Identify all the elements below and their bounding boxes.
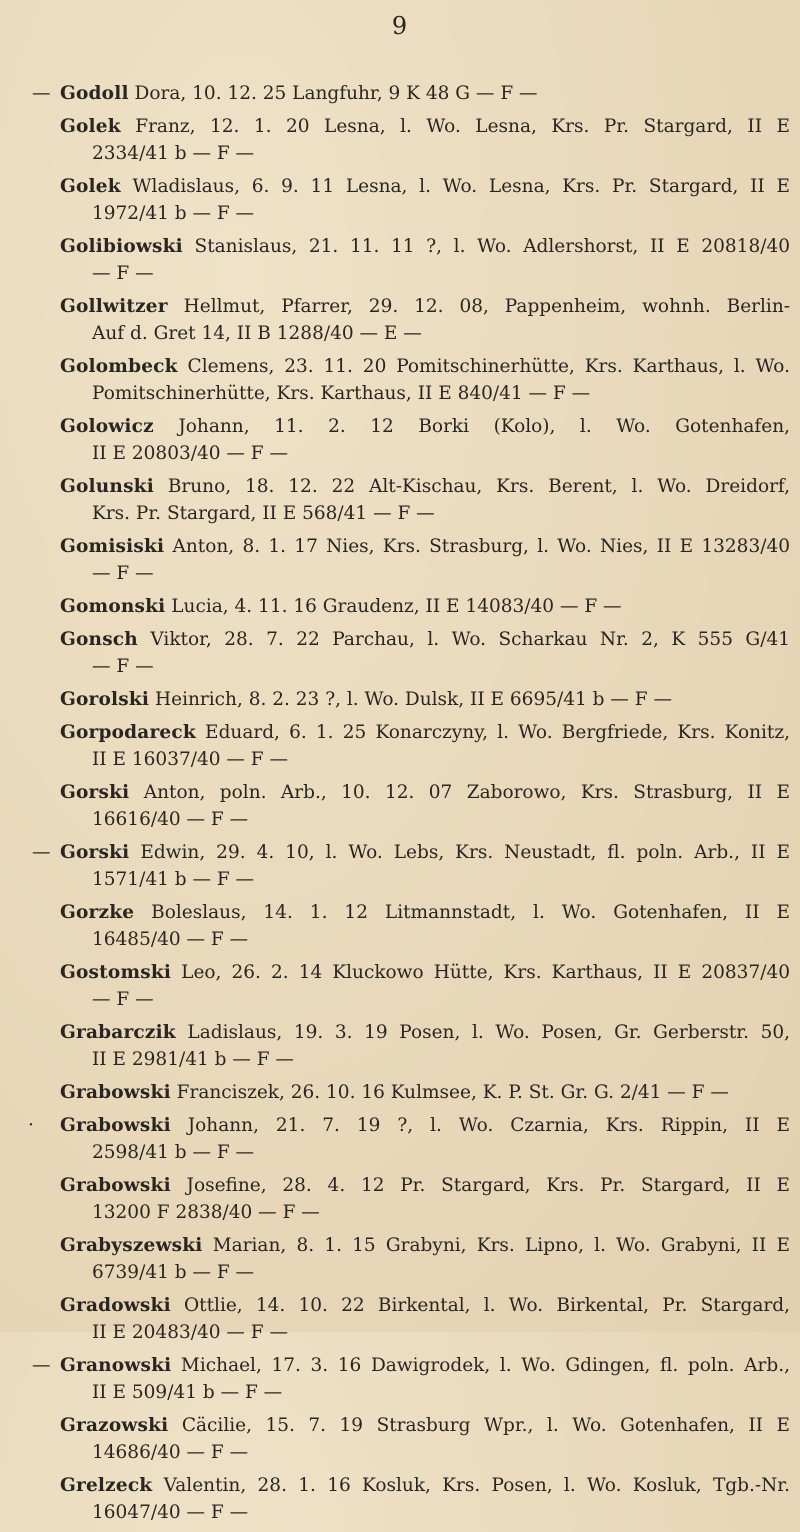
- entry-continuation-line: — F —: [92, 263, 154, 284]
- entry-surname: Golek: [60, 116, 121, 137]
- entry-surname: Gostomski: [60, 962, 172, 983]
- entry-surname: Gorski: [60, 842, 130, 863]
- register-entry: [0, 1292, 800, 1352]
- entry-continuation-line: 2598/41 b — F —: [92, 1142, 255, 1163]
- margin-mark: —: [32, 1355, 51, 1376]
- entry-first-line: [0, 1112, 790, 1139]
- entry-first-line: [0, 533, 790, 560]
- register-entry: [0, 293, 800, 353]
- entry-details: Dora, 10. 12. 25 Langfuhr, 9 K 48 G — F —: [128, 83, 538, 104]
- entry-surname: Golowicz: [60, 416, 154, 437]
- entry-first-line: [0, 1079, 790, 1106]
- entry-continuation-line: 1972/41 b — F —: [92, 203, 255, 224]
- entry-first-line: [0, 353, 790, 380]
- entry-continuation-line: 2334/41 b — F —: [92, 143, 255, 164]
- entry-first-line: [0, 473, 790, 500]
- register-entry: [0, 719, 800, 779]
- entry-details: Lucia, 4. 11. 16 Graudenz, II E 14083/40 — F —: [165, 596, 622, 617]
- entry-continuation-line: 1571/41 b — F —: [92, 869, 255, 890]
- entry-details: Ladislaus, 19. 3. 19 Posen, l. Wo. Posen, Gr. Gerberstr. 50,: [175, 1022, 790, 1043]
- register-entry: [0, 1172, 800, 1232]
- entry-continuation-line: II E 20803/40 — F —: [92, 443, 288, 464]
- entry-details: Edwin, 29. 4. 10, l. Wo. Lebs, Krs. Neustadt, fl. poln. Arb., II E: [129, 842, 790, 863]
- register-entry: [0, 80, 800, 113]
- entry-surname: Gomisiski: [60, 536, 165, 557]
- entry-continuation-line: Pomitschinerhütte, Krs. Karthaus, II E 840/41 — F —: [92, 383, 591, 404]
- register-entry: [0, 899, 800, 959]
- register-entry: [0, 473, 800, 533]
- entry-first-line: [0, 1232, 790, 1259]
- entry-surname: Godoll: [60, 83, 129, 104]
- entry-first-line: [0, 80, 790, 107]
- entry-surname: Grabyszewski: [60, 1235, 203, 1256]
- register-entry: [0, 1352, 800, 1412]
- entry-first-line: [0, 839, 790, 866]
- entry-details: Anton, poln. Arb., 10. 12. 07 Zaborowo, Krs. Strasburg, II E: [129, 782, 790, 803]
- entry-details: Leo, 26. 2. 14 Kluckowo Hütte, Krs. Karthaus, II E 20837/40: [171, 962, 790, 983]
- entry-first-line: [0, 779, 790, 806]
- entry-details: Clemens, 23. 11. 20 Pomitschinerhütte, Krs. Karthaus, l. Wo.: [177, 356, 790, 377]
- entry-details: Wladislaus, 6. 9. 11 Lesna, l. Wo. Lesna, Krs. Pr. Stargard, II E: [120, 176, 790, 197]
- entry-first-line: [0, 1019, 790, 1046]
- entry-surname: Gonsch: [60, 629, 138, 650]
- entry-details: Bruno, 18. 12. 22 Alt-Kischau, Krs. Berent, l. Wo. Dreidorf,: [153, 476, 790, 497]
- entry-surname: Gorzke: [60, 902, 135, 923]
- margin-mark: ·: [28, 1115, 34, 1136]
- entry-continuation-line: II E 2981/41 b — F —: [92, 1049, 294, 1070]
- register-entry: [0, 113, 800, 173]
- entry-details: Hellmut, Pfarrer, 29. 12. 08, Pappenheim, wohnh. Berlin-: [167, 296, 790, 317]
- entry-surname: Gorpodareck: [60, 722, 196, 743]
- entry-surname: Grazowski: [60, 1415, 169, 1436]
- register-entry: [0, 1079, 800, 1112]
- entry-continuation-line: — F —: [92, 989, 154, 1010]
- register-entry: [0, 1019, 800, 1079]
- entry-details: Anton, 8. 1. 17 Nies, Krs. Strasburg, l. Wo. Nies, II E 13283/40: [164, 536, 790, 557]
- entry-surname: Golombeck: [60, 356, 178, 377]
- entry-surname: Granowski: [60, 1355, 172, 1376]
- entry-first-line: [0, 899, 790, 926]
- register-entry: [0, 233, 800, 293]
- page-number: 9: [391, 12, 409, 40]
- entry-first-line: [0, 1352, 790, 1379]
- entry-details: Ottlie, 14. 10. 22 Birkental, l. Wo. Birkental, Pr. Stargard,: [170, 1295, 790, 1316]
- entry-surname: Gollwitzer: [60, 296, 168, 317]
- entry-details: Eduard, 6. 1. 25 Konarczyny, l. Wo. Bergfriede, Krs. Konitz,: [195, 722, 790, 743]
- entry-continuation-line: II E 20483/40 — F —: [92, 1322, 288, 1343]
- entry-first-line: [0, 113, 790, 140]
- entry-continuation-line: 16485/40 — F —: [92, 929, 249, 950]
- entry-continuation-line: 16047/40 — F —: [92, 1502, 249, 1523]
- entry-details: Franz, 12. 1. 20 Lesna, l. Wo. Lesna, Krs. Pr. Stargard, II E: [120, 116, 790, 137]
- entry-continuation-line: 16616/40 — F —: [92, 809, 249, 830]
- entry-surname: Gorski: [60, 782, 130, 803]
- entry-continuation-line: Auf d. Gret 14, II B 1288/40 — E —: [92, 323, 422, 344]
- entry-first-line: [0, 686, 790, 713]
- entry-first-line: [0, 593, 790, 620]
- entry-continuation-line: Krs. Pr. Stargard, II E 568/41 — F —: [92, 503, 435, 524]
- register-entry: [0, 353, 800, 413]
- entry-details: Johann, 11. 2. 12 Borki (Kolo), l. Wo. Gotenhafen,: [153, 416, 790, 437]
- register-entry: [0, 839, 800, 899]
- entry-details: Boleslaus, 14. 1. 12 Litmannstadt, l. Wo. Gotenhafen, II E: [134, 902, 790, 923]
- register-entry: [0, 533, 800, 593]
- entry-continuation-line: 14686/40 — F —: [92, 1442, 249, 1463]
- entry-details: Marian, 8. 1. 15 Grabyni, Krs. Lipno, l. Wo. Grabyni, II E: [202, 1235, 790, 1256]
- entry-first-line: [0, 413, 790, 440]
- entry-details: Heinrich, 8. 2. 23 ?, l. Wo. Dulsk, II E 6695/41 b — F —: [149, 689, 672, 710]
- entry-first-line: [0, 1472, 790, 1499]
- entry-first-line: [0, 1172, 790, 1199]
- register-entry: [0, 959, 800, 1019]
- entry-surname: Grabowski: [60, 1175, 171, 1196]
- register-entry: [0, 413, 800, 473]
- entry-first-line: [0, 173, 790, 200]
- entry-first-line: [0, 233, 790, 260]
- entry-first-line: [0, 626, 790, 653]
- entry-details: Valentin, 28. 1. 16 Kosluk, Krs. Posen, l. Wo. Kosluk, Tgb.-Nr.: [152, 1475, 790, 1496]
- entry-details: Stanislaus, 21. 11. 11 ?, l. Wo. Adlershorst, II E 20818/40: [182, 236, 790, 257]
- register-entry: [0, 593, 800, 626]
- register-entry: [0, 626, 800, 686]
- entry-surname: Gradowski: [60, 1295, 171, 1316]
- entry-first-line: [0, 293, 790, 320]
- entry-surname: Grabowski: [60, 1082, 171, 1103]
- entry-surname: Golunski: [60, 476, 154, 497]
- register-entry: [0, 1232, 800, 1292]
- entry-surname: Golek: [60, 176, 121, 197]
- entry-first-line: [0, 1412, 790, 1439]
- entry-first-line: [0, 719, 790, 746]
- entry-continuation-line: II E 509/41 b — F —: [92, 1382, 283, 1403]
- entry-surname: Grelzeck: [60, 1475, 153, 1496]
- entry-continuation-line: 6739/41 b — F —: [92, 1262, 255, 1283]
- register-entry: [0, 1112, 800, 1172]
- entry-details: Josefine, 28. 4. 12 Pr. Stargard, Krs. Pr. Stargard, II E: [170, 1175, 790, 1196]
- entry-details: Johann, 21. 7. 19 ?, l. Wo. Czarnia, Krs. Rippin, II E: [170, 1115, 790, 1136]
- entry-continuation-line: — F —: [92, 656, 154, 677]
- entry-continuation-line: 13200 F 2838/40 — F —: [92, 1202, 320, 1223]
- entry-list: [0, 80, 800, 1532]
- entry-surname: Grabarczik: [60, 1022, 176, 1043]
- register-entry: [0, 173, 800, 233]
- register-entry: [0, 779, 800, 839]
- entry-details: Michael, 17. 3. 16 Dawigrodek, l. Wo. Gdingen, fl. poln. Arb.,: [171, 1355, 790, 1376]
- entry-details: Franciszek, 26. 10. 16 Kulmsee, K. P. St. Gr. G. 2/41 — F —: [170, 1082, 729, 1103]
- entry-continuation-line: II E 16037/40 — F —: [92, 749, 288, 770]
- entry-surname: Grabowski: [60, 1115, 171, 1136]
- register-entry: [0, 686, 800, 719]
- entry-first-line: [0, 1292, 790, 1319]
- register-entry: [0, 1472, 800, 1532]
- entry-details: Cäcilie, 15. 7. 19 Strasburg Wpr., l. Wo. Gotenhafen, II E: [168, 1415, 790, 1436]
- entry-surname: Golibiowski: [60, 236, 183, 257]
- margin-mark: —: [32, 83, 51, 104]
- entry-surname: Gorolski: [60, 689, 150, 710]
- margin-mark: —: [32, 842, 51, 863]
- register-entry: [0, 1412, 800, 1472]
- entry-first-line: [0, 959, 790, 986]
- entry-surname: Gomonski: [60, 596, 166, 617]
- entry-continuation-line: — F —: [92, 563, 154, 584]
- entry-details: Viktor, 28. 7. 22 Parchau, l. Wo. Scharkau Nr. 2, K 555 G/41: [137, 629, 790, 650]
